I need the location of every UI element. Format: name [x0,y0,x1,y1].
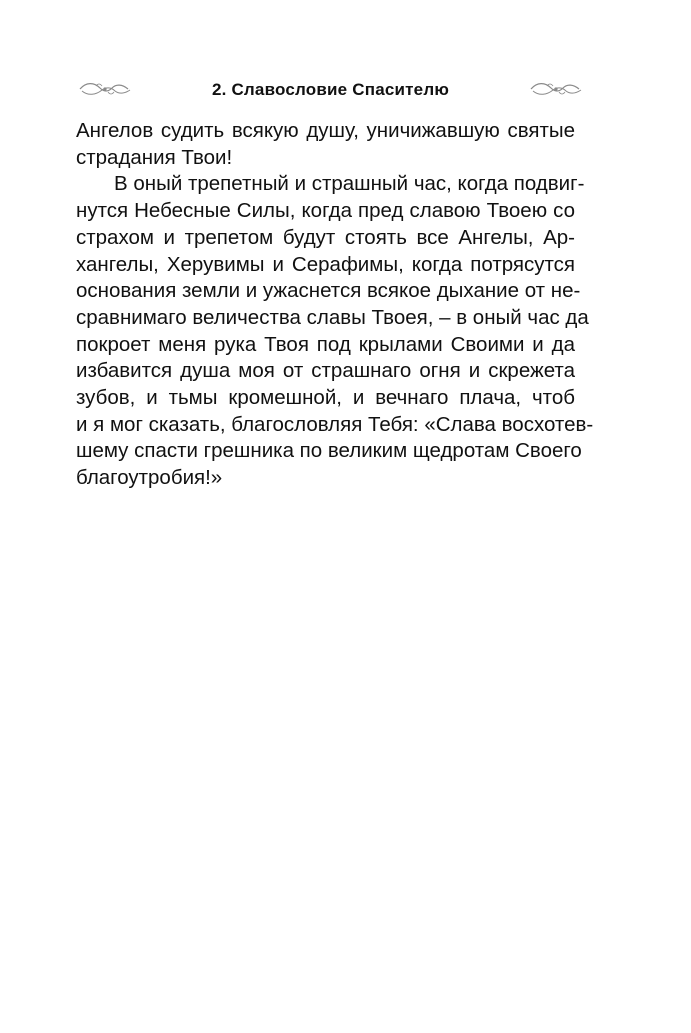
running-title: 2. Славословие Спасителю [211,80,450,99]
text-line: нутся Небесные Силы, когда пред славою Твоею со [76,199,575,223]
text-line: благоутробия!» [76,466,223,490]
text-line: основания земли и ужаснется всякое дыхание от не- [76,279,581,303]
text-line: хангелы, Херувимы и Серафимы, когда потрясутся [76,252,575,276]
text-line: В оный трепетный и страшный час, когда подвиг- [114,172,585,196]
paragraph [76,118,575,171]
text-line: Ангелов судить всякую душу, уничижавшую святые [76,119,575,142]
text-line: избавится душа моя от страшнаго огня и скрежета [76,359,575,383]
text-line: шему спасти грешника по великим щедротам Своего [76,439,582,463]
text-line: страдания Твои! [76,145,233,169]
text-line: покроет меня рука Твоя под крылами Своими и да [76,332,575,356]
running-header [78,76,583,104]
flourish-ornament-icon [529,80,583,98]
paragraph [76,171,594,491]
body-text [76,118,594,492]
text-line: сравнимаго величества славы Твоея, – в оный час да [76,305,589,329]
text-line: зубов, и тьмы кромешной, и вечнаго плача, чтоб [76,386,575,410]
text-line: страхом и трепетом будут стоять все Ангелы, Ар- [76,225,575,249]
text-line: и я мог сказать, благословляя Тебя: «Слава восхотев- [76,412,594,436]
